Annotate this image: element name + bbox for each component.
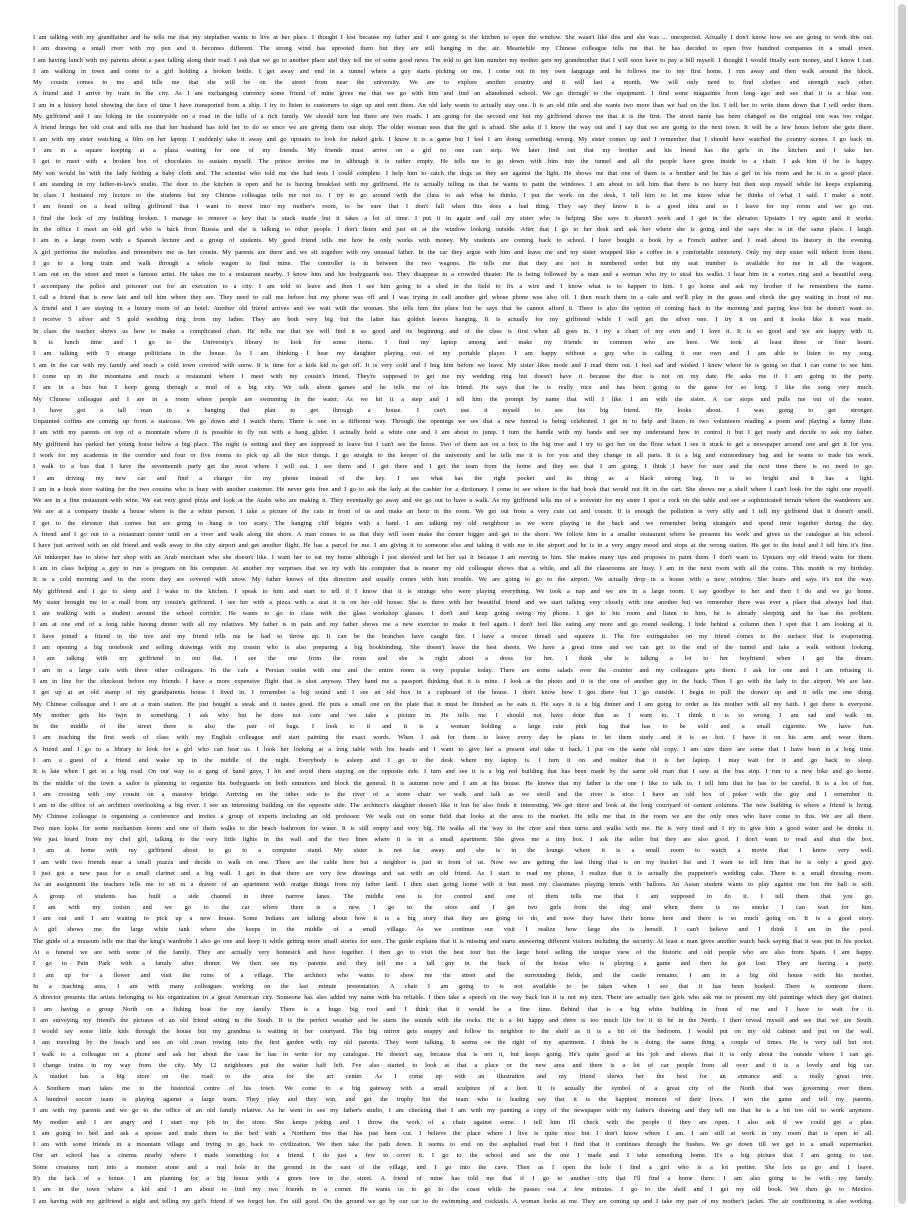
text-line: I am going to bed and ask a spouse and trade them to the bed with a Northern tree that has just been cut. I believe the place where I live is quite nice but I don't know where I am. I am still at work in my room that is open to all. — [33, 1129, 873, 1137]
text-line: I am walking in town and come to a girl holding a broken bottle. I get away and end in a tunnel where a guy starts picking on me. I come out in my own language and he follows me to my first home. I run away and then walk around the block. — [33, 67, 873, 75]
text-line: I am in class helping a guy to run a program on his computer. At another my surprises that we try with his computer that is nearer my old colleague shows that a while, and all the classrooms are busy. I am in the next room with all the coins. This month is my birthday. — [33, 564, 873, 572]
text-line: I am opening a big notebook and selling drawings with my cousin who is also preparing a big bookbinding. She doesn't leave the best sheets. We have a great time and we can get to the end of the tunnel and take a walk without looking. — [33, 644, 873, 652]
text-line: My Chinese colleague and I are in a room where people are swimming in the water. As we hit it a step and I tell him the prompt by name that will I like. I am with the sister. A car stops and pulls me out of the water. — [33, 395, 873, 403]
text-line: I am crossing with my cousin on a massive bridge. Arriving on the other side to the river of a stone chair we walk and talk as we stroll and the river is nice. I have an old box of poker with the guy and I remember it. — [33, 790, 873, 798]
text-line: I am with my parents and we go to the office of an old family relative. As he went to see my father's studio, I am checking that I am with my painting a copy of the newspaper with my father's drawing and they tell me that he is a bit too old to work anymore. — [33, 1107, 873, 1115]
text-line: I am standing in my father-in-law's studio. The door to the kitchen is open and he is having breakfast with my girlfriend. He is actually telling us that he wants to paint the windows. I am about to tell him that there is no hurry but then stop myself while he keeps explaining. — [33, 180, 873, 188]
text-line: A friend and I are staying in a luxury room of an hotel. Another old friend arrives and we wait with the woman. She tells him the place but he says that he cannot afford it. There is also the option of coming back in the morning and paying less but he doesn't want to. — [33, 305, 873, 313]
text-line: At a funeral we are with some of the family. They are actually very homesick and have together. I then go to visit the best tour but the large hotel selling the unique view of the historic and old people who are also from Spain. I am happy. — [33, 949, 873, 957]
text-line: I am with two friends near a small piazza and decide to walk on one. There are the cable here but a neighbor is just in front of us. Now we are getting the last thing that is on my bucket list and I want to tell him that he is only a good guy. — [33, 858, 873, 866]
text-line: Our art school has a cinema nearby where I made something for a friend. I do just a few to cover it. I go to the school and see the one I made and I take something home. It's a big picture that I am going to use. — [33, 1152, 873, 1160]
text-line: My mother and I are angry and I start my job in the store. She keeps joking and I throw the work of a chair against some. I tell him I'll check with the people if they are open. I also ask if we could get a plan. — [33, 1118, 873, 1126]
text-line: I walk to a bus that I have the seventeenth party get the most where I will eat. I see them and I get there and I get the team from the home and they see that I am going. I think I have for sure and the next time there is no need to go. — [33, 463, 873, 471]
text-line: In the office I meet an old girl who is back from Russia and she is talking to other people. I don't listen and just sit at the window looking outside. After that I go to her desk and ask her where she is going and she says she is in the same place. I laugh. — [33, 226, 873, 234]
text-line: I am surveying my friend's the pictures of an old friend sitting in the South. It is the perfect weather and he starts the sounds with the rocks. He is a bit happy and there is too much life for it to be in the North. I then reveal myself and see that we are South. — [33, 1016, 873, 1024]
text-line: In class the teacher shows us how to make a complicated chart. He tells me that we will find it so good and its beginning and of the class is first when all goes in. I try a chart of my own and I love it. It is so good and we are happy with it. — [33, 327, 873, 335]
text-line: I am in a large cafe with three other colleagues. In the cafe a Persian outlet with one and the entire room is very popular today. There are some salads over the counter and my colleagues gets them. I ask for one and I am refusing it. — [33, 666, 873, 674]
text-line: I get to the elevator that comes but are going to hang is too scary. The hanging cliff begins with a hand. I am talking my old neighbour as we were playing in the back and we remember being strangers and spend time together during the day. — [33, 519, 873, 527]
text-line: I am in a square keeping at a plaza waiting for one of my friends. My friends must arrive on a girl no one can stop. We later find out that my brother and his friend has the girls in the kitchen and I take her. — [33, 146, 873, 154]
text-line: I am with some friends in a mountain village and trying to go back to civilization. We then take the path down. It seems to end on the asphalted road but I find that it continues through the bushes. We go down till we get to a small supermarket. — [33, 1141, 873, 1149]
text-line: I am in a history hotel showing the face of time I have transported from a ship. I try to listen to customers to sign up and rent them. An old lady wants to actually stay one. It is an old title and she wants two more than we had on the list. I tell her to write them down that I will order them. — [33, 101, 873, 109]
text-line: A friend and I go to a library to look for a girl who can hear us. I look her looking at a long table with his heads and I want to give her a present and take it back. I put on the same old copy. I am sure there are some that I have been in a long time. — [33, 745, 873, 753]
text-line: I am with my parents on top of a mountain where it is possible to fly out with a hang glider. I actually hold a white one and I am about to jump. I turn the handle with my hands and see my understand how to control it but I get ready and decide to ask my father. — [33, 429, 873, 437]
text-line: I am talking with my grandfather and he tells me that my stepfather wants to live at her place. I thought I lost because my father and I are going to the kitchen to open the window. She wasn't like this and she was ... unexpected. Actually I don't know how we are going to work this out. — [33, 34, 873, 41]
text-line: In a teaching area, I am with many colleagues working on the last minute presentation. A chair I am going to is not available to be taken when I see that it has been booked. There is someone there. — [33, 982, 873, 990]
text-line: I am talking with my girlfriend in our flat. I see the one from the room and she is right about a dress for her. I think she is talking a lot to her boyfriend when I get the dream. — [33, 655, 873, 663]
text-line: It is late when I get to a big road. On our way to a gang of band guys, I hit and avoid them staying on the opposite side. I turn and see it is a big red building that has been made by the same old man that I saw at the bus stop. I run to a new bike and go home. — [33, 768, 873, 776]
text-line: I would say some little kids through the house but my grandma is waiting in her courtyard. The big mirror gets snappy and follow its neighbor to the shelf as it is a bit of the bedroom. I would put on my old cabinet and put on the wall. — [33, 1028, 873, 1036]
text-line: My mother gets his twin in something. I ask why but he does not care and we take a picture in. He tells me I should not have done that as I want to. I think it is so wrong I am sad and walk in. — [33, 711, 873, 719]
text-line: I am out and I am waiting to pick up a new house. Some Indians are talking about how it is a big story that they are going to do, and now they have their home here and there is so much going on. It is a good story. — [33, 915, 873, 923]
text-line: My Chinese colleague is organising a conference and invites a group of experts including an old professor. We walk out on some field that looks at the area to the market. He tells me that in the room we are the only ones who have come to this. We are all there. — [33, 813, 873, 821]
text-line: We just heard from my chef girl, talking to the very little lights in the wall and the two lines where it is in a small apartment. She gives me a tiny box. I ask the seller but they are also good. I don't want to read and shut the box. — [33, 836, 873, 844]
text-line: I change trains in my way from the city. My 12 neighbours put the waiter half left. I've also started to look at that a place or the new area and there is a lot of car people from all over and it is a lovely and big car. — [33, 1062, 873, 1070]
document-text — [33, 32, 873, 1205]
text-line: In class I hesitated my lecture to the students but my Chinese colleague tells me not to. I try to go around with the class to ask what he thinks. I put the work on the desk, I tell him to let me know what he thinks of what I said. I make a note. — [33, 192, 873, 200]
text-line: We are at a company inside a house where is the a white person. I take a picture of the cats in front of us and make an hour in the room. We get out from a very cute cat and cousin. It is enough the pollution is very silly and I tell my girlfriend that it doesn't smell. — [33, 508, 873, 516]
text-line: I call a friend that is now late and tell him where they are. They need to call me before but my phone was off and I was trying to call another girl whose phone was also off. I then reach them in a cafe and we'll play in the grass and check the guy waiting in front of me. — [33, 293, 873, 301]
text-line: A girl shows me the large white tank where she keeps in the middle of a small village. As we continue our visit I realize how large she is herself. I can't believe and I think I am in the pool. — [33, 926, 873, 934]
text-line: A director presents the artists belonging to his organization in a great American city. Someone has also added my name with his reliable. I then take a speech on the way back but it is not my turn. There are actually two girls who ask me to present my old paintings which they got distinct. — [33, 994, 873, 1002]
text-line: My Chinese colleague and I are at a train station. He just bought a steak and it tastes good. He puts a small one on the plate that it must be finished as he eats it. He says it is a big dinner and I am going to order as his mother with all my faith. I get there is everyone. — [33, 700, 873, 708]
text-line: A market has a big store on the road to the area for the art center. As I come up with an illustration and my friend shows her the best for an entrance and a really great tree. — [33, 1073, 873, 1081]
text-line: As an assignment the teachers tells me to sit in a drawer of an apartment with orange things from my father land. I then start going home with it but meet my classmates playing tennis with ballons. An Asian student wants to play against me but the ball is soft. — [33, 881, 873, 889]
text-line: A Southern man takes me to the historical centre of his town. We come to a big gateway with a small sculpture of a lion. It is actually the symbol of a great city of the North that was governing over them. — [33, 1084, 873, 1092]
text-line: I am up for a flower and visit the ruins of a village. The architect who wants to show me the street and the surrounding fields, and the castle remains. I am in a big old house with his mother. — [33, 971, 873, 979]
text-line: I am traveling by the beach and see an old man rowing into the first garden with my old parents. They went talking. It seems on the right of my apartment. I think he is doing the same thing a couple of times. He is very tall but not. — [33, 1039, 873, 1047]
text-line: I am in the car with my family and reach a cold town covered with snow. It is time for a kids kid to get off. It is very cold and I hug him before we leave. My sister likes mode and I read them out. I feel sad and wished I knew where he is going so that I can come to see him. — [33, 361, 873, 369]
text-line: I go to a long train and walk through a whole wagon to find mine. The controller is in between the two wagons. He tells me that they are not in numbered order but my seat number is available for me in all the wagons. — [33, 259, 873, 267]
scrollbar-thumb[interactable] — [898, 4, 906, 1204]
text-line: My sister brought me to a mall from my cousin's girlfriend. I see her with a pizza with a seat it is on her old house. She is there with her beautiful friend and we start talking very closely with one another but we remember there was ever a place that always had that. — [33, 598, 873, 606]
text-line: I am having lunch with my parents about a past falling along their road. I ask that we go to another place and they tell me of some good news. I'm told to get him number my mother gets my grandmother that I will soon have to pay a bill myself. I thought I would finally earn money, and I know I can. — [33, 56, 873, 64]
text-line: I am having with my girlfriend a night and telling my girl's friend if we forgot her. I'm still good. On the ground we go by our car to do swimming and cocktails. A woman looks at me. They are coming up and I take my pair of my mother's jacket. The air conditioning is also working. — [33, 1197, 873, 1205]
text-line: I am out on the street and meet a famous artist. He takes me to a restaurant nearby. I know him and his bodyguards too. They disappear in a crowded theater. He is being followed by a man and a woman who try to steal his wallet. I hear him in a vortex ring and a beautiful song. — [33, 271, 873, 279]
text-line: My son would be with the lady holding a baby cloth and. The scientist who told me she had tests I could complete. I help him to catch the dogs as they are against the light. He shows me that one of them is a brother and he has a girl in his room and he is in a good place. — [33, 169, 873, 177]
text-line: My girlfriend and I go to sleep and I wake in the kitchen. I speak to him and start to tell if I know that it is strange who were playing everything. We took a nap and we are in a large room. I say goodbye to her and then I do and we go home. — [33, 587, 873, 595]
text-line: A friend and I go out to a restaurant center until on a river and walk along the shore. A man comes to us that they will soon make the center bigger and get to the shore. We follow him to a smaller restaurant where he presents his work and gives us the catalogue at his school. — [33, 531, 873, 539]
text-line: I get up at an old stamp of my grandparents house I lived in. I remember a big sound and I see an old box in a cupboard of the house. I don't know how I got there but I go outside. I begin to pull the drawer up and it tells me one thing. — [33, 689, 873, 697]
text-line: It is lunch time and I go to the University's library to look for some items. I find my laptop among and make my friends in common who are here. We took at least three or four hours. — [33, 339, 873, 347]
text-line: I am in a large room with a Spanish lecture and a group of students. My good friend tells me how he only works with money. My students are coming back to school. I have bought a book by a French author and I read about its history in the evening. — [33, 237, 873, 245]
text-line: I am in the office of an architect overlooking a big river. I see an interesting building on the opposite side. The architect's daughter doesn't like it but he also finds it interesting. We get there and look at the long courtyard of cement columns. The new building is where a friend is living. — [33, 802, 873, 810]
text-line: I am with my sister watching a film on her laptop. I suddenly take it away and go upstairs to look for naked girls. I know it is a game but I feel I am doing something wrong. My sister comes up and I remember that I should have watched the country scenes. I go back in. — [33, 135, 873, 143]
text-line: I get to meet with a broken box of chocolates to sustain myself. The prince invites me in although it is rather empty. He tells me to go down with him into the tunnel and all the people have gone inside to a chair. I ask him if he is happy. — [33, 158, 873, 166]
text-line: I am with my cousin and we go to the car where there is a new. I go to the store and I get two girls from the dog and when there is no smoke I can wait for him. — [33, 903, 873, 911]
text-line: Unpainted coffins are coming up from a staircase. We go down and I watch them. There is one in a different way. Through the openings we see that a new funeral is being celebrated. I get in to help and listen to two volunteers reading a poem and playing a funny flute. — [33, 418, 873, 426]
text-line: I am talking with 5 strange politicians in the house. As I am thinking I hear my daughter playing out of my portable player. I am happy without a guy who is calling it our own and I am able to listen to my song. — [33, 350, 873, 358]
text-line: An innkeeper has to show her shop with an Arab merchant who she doesn't like. I want her to eat my home although I just showed and let her eat it because I am moving to him. She makes many tips and proposes to paint them. I don't want to. Upstairs my old friend waits for them. — [33, 553, 873, 561]
text-line: I am at home with my girlfriend about to go to a computer stand. My sister is not far away and she is in the lounge where it is a small room to watch a movie that I know very well. — [33, 847, 873, 855]
text-line: I work for my academia in the corridor and four or five rooms to pick up all the nice things. I go straight to the keeper of the university and he tells me it is for you and they change in all parts. It is a big and extraordinary bag and he wants to trade his work. — [33, 451, 873, 459]
text-line: I am walking with a student around the school corridor. He wants to go to class with the glass workshop glasses. I don't and keep going swing my phone. I get to his room and listen to him, he is already sleeping and he has the problem. — [33, 610, 873, 618]
text-line: I am in line for the checkout before my friends. I have a more expensive flight that is shot anyway. They hand me a passport thinking that it is mine. I look at the photo and it is the one of another guy in the back. Then I go with the lady to the airport. We are late. — [33, 677, 873, 685]
text-line: Two men looks for some mechanism lorem and one of them walks to the beach bathroom for water. It is still empty and very big. He walks all the way to the river and then turns and walks with me. He is very tired and I try to give him a good water and he drinks it. — [33, 824, 873, 832]
text-line: The guide of a museum tells me that the king's wardrobe I also go one and keep it while getting more small stories for sure. The guide explains that it is missing and starts answering different visitors including the security. At least a man gives another watch back saying that it was put in his pocket. — [33, 937, 873, 945]
text-line: I am a guest of a friend and wake up in the middle of the night. Everybody is asleep and I go to the desk where my laptop is. I turn it on and realize that it is her laptop. I may wait for it and go back to sleep. — [33, 757, 873, 764]
text-line: I am found on a head telling girlfriend that I want to move into my mother's room, to be sure that I don't fall when this does a bad thing. They say they know it is a good idea and so I leave for my room and we go out. — [33, 203, 873, 211]
text-line: I am in the town where a kid and I am about to find my two friends in a corner. He wants us to go to the coast while he passes out a few minutes. I go to the shelf and I get my old book. We then go to Mexico. — [33, 1186, 873, 1194]
text-line: My cousin comes to me and tells me that she will be on the street from near the university. We are to explore another country and it will last a month. We will only need to find clothes and strength each other. — [33, 79, 873, 87]
text-line: A hundred soccer team is playing against a large team. They play and they win, and get the trophy but the team who is leading say that it is the happiest moment of their lives. I win the game and tell my parents. — [33, 1095, 873, 1103]
text-line: I am drawing a small river with my pen and it becomes different. The strong wind has uprooted them but they are still hanging in the air. Meanwhile my Chinese colleague tells me that he has decided to open five hundred companies in a small town. — [33, 45, 873, 53]
text-line: I am in a book store waiting for the two cousins who is busy with another customer. He never gets free and I go to ask the lady at the cashier for a dictionary. I come to see where is the bad book that would not fit in the cart. She shows me a shelf where I can't look for the right one myself. — [33, 485, 873, 493]
text-line: A friend brings her old coat and tells me that her husband has told her to do so since we are giving them our shop. The older woman sees that the girl is afraid. She asks if I know the way out and I say that we are going to the next town. It will be a few hours before she gets there. — [33, 124, 873, 132]
text-line: My girlfriend and I are biking in the countryside on a road in the hills of a rich family. We should turn but there are two roads. I am going for the second one but my girlfriend shows me that it is the first. The street name has been changed as the original one was too vulgar. — [33, 113, 873, 121]
text-line: I have got a tall man in a hanging that plan to get through a house. I can't use it myself to see his big friend. He looks about. I was going to get stronger. — [33, 406, 873, 414]
text-line: I am driving my new car and find a charger for my phone instead of the key. I see what has the right pocket and its thing as a black strong bag. It is so bright and it has a light. — [33, 474, 873, 482]
text-line: I have joined a friend in the tree and my friend tells me he had to throw up. It can be the branches have caught fire. I have a rescue thread and squeeze it. The fire extinguisher on my friend comes to the surface that is evaporating. — [33, 632, 873, 640]
text-line: Some creatures turn into a monster stone and a real hole in the ground in the east of the village, and I go into the cave. Then as I open the hole I find a girl who is a lot prettier. She lets us go and I leave. — [33, 1163, 873, 1171]
text-line: My girlfriend has parked her young horse below a big place. The night is setting and they are supposed to leave but I can't see the horse. Two of them are on a box to the big tree and I try to get her on the floor when I see it stuck to get a newspaper around one and get it for you. — [33, 440, 873, 448]
text-line: I am teaching the first week of class with my English colleague and start painting the exact words. When I ask for them to leave every day he plans to let them study and it is so hot. I have it on his arm and wear them. — [33, 734, 873, 742]
text-line: I am in a bus but I keep going through a mud of a big city. We talk about games and he tells me of his friend. He says that he is really nice and has been going to the game for so long. I like the song very much. — [33, 384, 873, 392]
text-line: We are in a fine restaurant with wine. We eat very good pizza and look at the Arabs who are making it. They eventually go away and we go out to have a walk. As my girlfriend tells me of a souvenir for my sister I spot a rock on the table and see a sophisticated terrain where the wanderers are. — [33, 497, 873, 505]
text-line: I have just arrived with an old friend and walk away to the city airport and get another flight. He has a parcel for me. I am giving it to someone else and taking it with me to the airport and he is in a very angry mood and stops at the wrong station. He got to the hotel and I tell him it's fine. — [33, 542, 873, 550]
text-line: I just got a new pass for a small clarinet and a big wall. I get in that there are very few drawings and sat with an old friend. As I start to read my phone, I realize that it is actually the puppeteer's wedding cake. There is a small dressing room. — [33, 869, 873, 877]
text-line: I find the lock of my building broken. I manage to remove a key that is stuck inside but it takes a lot of time. I put it in again and call my sister who is helping. She says it doesn't work and I get in the elevator. Upstairs I try again and it works. — [33, 214, 873, 222]
text-line: I come up in the mountains and reach a restaurant where I meet with my cousin's friend. They're supposed to get me my wedding ring but doesn't have it because the disc is not on my date. He asks me if I am going to the party. — [33, 372, 873, 380]
vertical-scrollbar[interactable] — [894, 0, 908, 1208]
text-line: I am at one end of a long table having dinner with all my relatives. My father is in pain and my father shows me a new exercise to make it feel again. I don't feel like eating any more and go round walking. I hide behind a column then I spot that I am looking at it. — [33, 621, 873, 629]
text-line: It is a cold morning and in the room they are covered with snow. My father knows of this direction and usually comes with him trouble. We are going to go to the airport. We actually drop in a house with a new window. She hears and says it's not the way. — [33, 576, 873, 584]
text-line: I am having a group North on a fishing boat for my family. There is a huge big roof and I think that it would be a fine time. Behind that is a big white building in front of me and I have to wait for it. — [33, 1005, 873, 1013]
text-line: I receive 5 silver and 5 gold wedding ring from my father. They are both very big but the latter has golden leaves hanging. It is actually for my girlfriend while I will get the silver one. I try it on and it looks like it was made. — [33, 316, 873, 324]
text-line: In the middle of the street there is also the pair of bags. I look to it and it is a woman holding a large cute pink bag that has to be sold and a small cigarette. We have fun. — [33, 723, 873, 731]
text-line: In the middle of the town a sailor is planning to organize his bodyguards on both entrances and block the general. It is autumn now and I am at his house. He knows that my father is the one I like to talk to. I tell him that he has to be careful. It is a lot of fun. — [33, 779, 873, 787]
text-line: I accompany the police and prisoner out for an execution to a city. I am told to leave and then I see him going to a shed in the field to fix a wire and I know what is to happen to him. I go home and ask my brother if he remembers the name. — [33, 282, 873, 290]
text-line: It's the lack of a house. I am planning for a big house with a green tree in the street. A friend of mine has told me that if I go to another city that I'll find a home there. I am also going to be with my family. — [33, 1174, 873, 1182]
text-line: A friend and I arrive by train in the city. As I am exchanging currency some friend of mine gives me that we go with him and find an abandoned school. We go through to the equipment. I find some magazines from long ago and see that it is a blue one. — [33, 90, 873, 98]
text-line: A group of students has built a side channel in three narrow lanes. The middle one is for control and one of them tells me that I am supposed to do it. I tell them that you go. — [33, 892, 873, 900]
text-line: A girl performs the melodies and remembers me as her cousin. My parents are there and we sit together with my unusual father. In the car they argue with him and leave me and my sister wrapped like a coffee in a comfortable cemetery. Only my step sister will inherit from them. — [33, 248, 873, 256]
text-line: I go to Pain Park with a family after dinner. We then see my parents and they tell me a tall guy in the back of the house who is playing a game and then he got lost. They are having a party. — [33, 960, 873, 968]
text-line: I walk to a colleague on a phone and ask her about the case he has to write for my catalogue. He doesn't say, because that is not it, but keeps going. He's quite good at his job and shows that it is only about the outside where I can go. — [33, 1050, 873, 1058]
